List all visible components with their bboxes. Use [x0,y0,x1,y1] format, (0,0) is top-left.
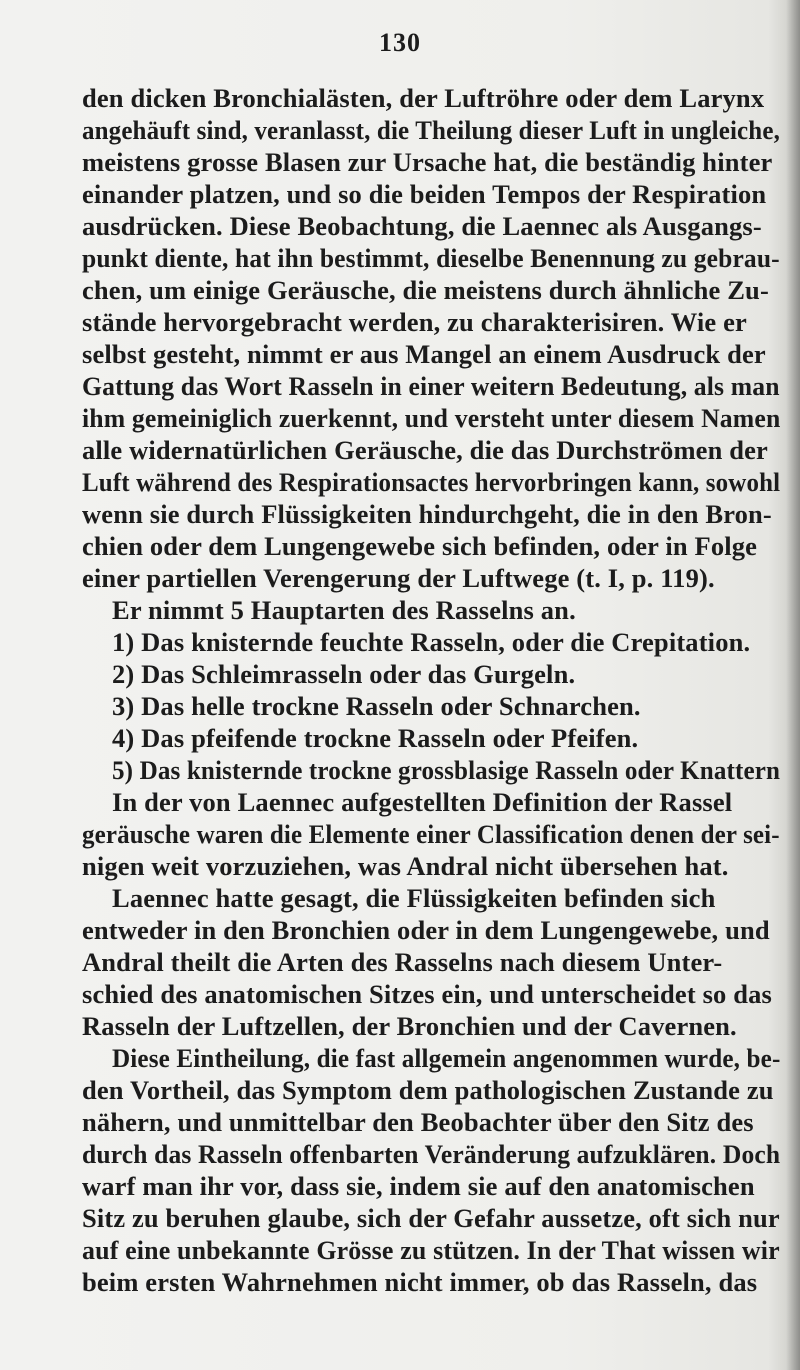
text-line: warf man ihr vor, dass sie, indem sie auf den anatomischen [82,1171,755,1201]
text-line: Diese Eintheilung, die fast allgemein angenommen wurde, be- [112,1043,781,1073]
text-line: auf eine unbekannte Grösse zu stützen. In der That wissen wir [82,1235,780,1265]
text-line: einander platzen, und so die beiden Tempos der Respiration [82,179,767,209]
text-line: ihm gemeiniglich zuerkennt, und versteht unter diesem Namen [82,403,781,433]
text-line: stände hervorgebracht werden, zu charakterisiren. Wie er [82,307,747,337]
list-item: 1) Das knisternde feuchte Rasseln, oder die Crepitation. [112,627,751,657]
text-line: geräusche waren die Elemente einer Classification denen der sei- [82,819,780,849]
text-line: Er nimmt 5 Hauptarten des Rasselns an. [112,595,576,625]
list-item: 5) Das knisternde trockne grossblasige Rasseln oder Knattern [112,755,781,785]
page-number: 130 [379,28,421,57]
text-line: ausdrücken. Diese Beobachtung, die Laennec als Ausgangs- [82,211,762,241]
text-line: den dicken Bronchialästen, der Luftröhre oder dem Larynx [82,83,765,113]
text-line: chien oder dem Lungengewebe sich befinden, oder in Folge [82,531,758,561]
text-line: beim ersten Wahrnehmen nicht immer, ob das Rasseln, das [82,1267,758,1297]
text-line: meistens grosse Blasen zur Ursache hat, die beständig hinter [82,147,773,177]
text-line: Laennec hatte gesagt, die Flüssigkeiten befinden sich [112,883,716,913]
list-item: 2) Das Schleimrasseln oder das Gurgeln. [112,659,576,689]
text-line: Luft während des Respirationsactes hervorbringen kann, sowohl [82,467,781,497]
text-line: alle widernatürlichen Geräusche, die das Durchströmen der [82,435,768,465]
text-line: chen, um einige Geräusche, die meistens durch ähnliche Zu- [82,275,769,305]
text-line: punkt diente, hat ihn bestimmt, dieselbe Benennung zu gebrau- [82,243,780,273]
text-line: durch das Rasseln offenbarten Veränderung aufzuklären. Doch [82,1139,781,1169]
text-line: Andral theilt die Arten des Rasselns nach diesem Unter- [82,947,723,977]
text-line: Rasseln der Luftzellen, der Bronchien und der Cavernen. [82,1011,737,1041]
text-line: schied des anatomischen Sitzes ein, und unterscheidet so das [82,979,772,1009]
text-line: angehäuft sind, veranlasst, die Theilung dieser Luft in ungleiche, [82,115,780,145]
list-item: 4) Das pfeifende trockne Rasseln oder Pfeifen. [112,723,639,753]
text-line: den Vortheil, das Symptom dem pathologischen Zustande zu [82,1075,774,1105]
text-line: einer partiellen Verengerung der Luftwege (t. I, p. 119). [82,563,715,593]
text-line: nähern, und unmittelbar den Beobachter über den Sitz des [82,1107,754,1137]
text-line: nigen weit vorzuziehen, was Andral nicht übersehen hat. [82,851,729,881]
text-line: Sitz zu beruhen glaube, sich der Gefahr aussetze, oft sich nur [82,1203,780,1233]
text-line: In der von Laennec aufgestellten Definition der Rassel [112,787,733,817]
list-item: 3) Das helle trockne Rasseln oder Schnarchen. [112,691,641,721]
text-line: Gattung das Wort Rasseln in einer weitern Bedeutung, als man [82,371,780,401]
text-line: entweder in den Bronchien oder in dem Lungengewebe, und [82,915,770,945]
text-line: selbst gesteht, nimmt er aus Mangel an einem Ausdruck der [82,339,766,369]
text-line: wenn sie durch Flüssigkeiten hindurchgeht, die in den Bron- [82,499,772,529]
page-gutter-shadow [786,0,800,1370]
